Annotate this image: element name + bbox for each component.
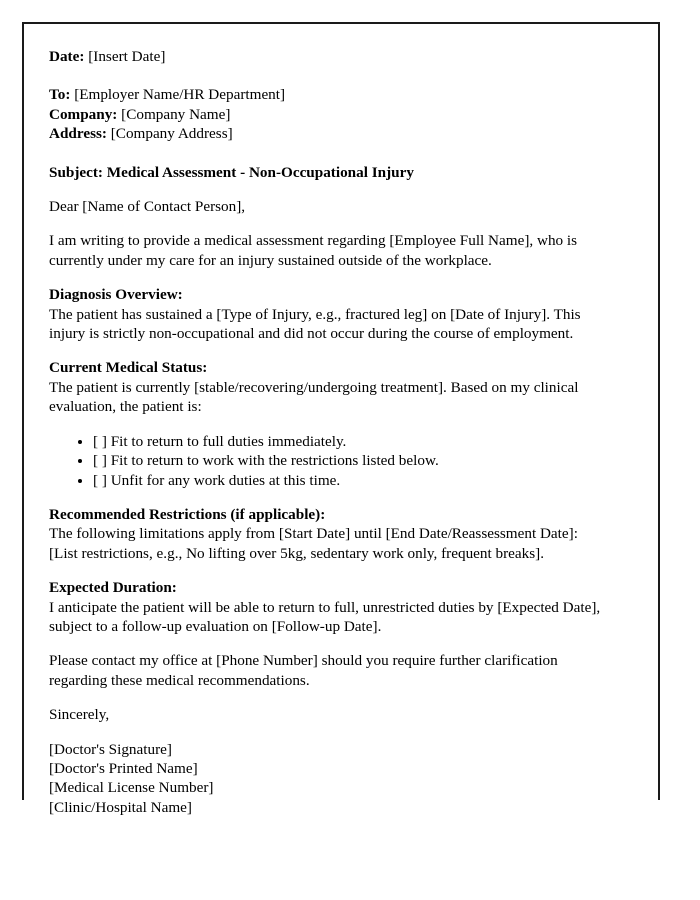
spacer bbox=[49, 182, 615, 197]
subject-line: Subject: Medical Assessment - Non-Occupational Injury bbox=[49, 163, 414, 181]
restrictions-heading: Recommended Restrictions (if applicable): bbox=[49, 505, 326, 523]
duration-body: I anticipate the patient will be able to return to full, unrestricted duties by [Expected Date], subject to a follow-up evaluation on [Follow-up Date]. bbox=[49, 598, 601, 635]
address-label: Address: bbox=[49, 125, 107, 143]
closing-line: Sincerely, bbox=[49, 706, 110, 724]
clinic-name-line: [Clinic/Hospital Name] bbox=[49, 798, 192, 816]
spacer bbox=[49, 690, 615, 705]
restrictions-body-line-1: The following limitations apply from [Start Date] until [End Date/Reassessment Date]: bbox=[49, 525, 578, 543]
spacer bbox=[49, 636, 615, 651]
recipient-block bbox=[49, 85, 615, 143]
date-value: [Insert Date] bbox=[88, 48, 166, 65]
diagnosis-body: The patient has sustained a [Type of Injury, e.g., fractured leg] on [Date of Injury]. This injury is strictly non-occupational and did not occur during the course of employment. bbox=[49, 305, 581, 343]
contact-paragraph: Please contact my office at [Phone Number] should you require further clarification regarding these medical recommendations. bbox=[49, 652, 558, 689]
letter-body bbox=[49, 47, 615, 817]
signature-line: [Doctor's Signature] bbox=[49, 740, 172, 758]
spacer bbox=[49, 343, 615, 358]
spacer bbox=[49, 417, 615, 432]
spacer bbox=[49, 725, 615, 740]
to-label: To: bbox=[49, 86, 71, 104]
date-label: Date: bbox=[49, 48, 85, 65]
company-label: Company: bbox=[49, 105, 118, 123]
list-item[interactable]: • [ ] Fit to return to work with the restrictions listed below. bbox=[93, 451, 615, 470]
spacer bbox=[49, 216, 615, 231]
diagnosis-heading: Diagnosis Overview: bbox=[49, 286, 183, 304]
list-item[interactable]: • [ ] Unfit for any work duties at this time. bbox=[93, 471, 615, 490]
license-number-line: [Medical License Number] bbox=[49, 779, 214, 797]
date-block bbox=[49, 47, 615, 66]
address-value: [Company Address] bbox=[110, 125, 233, 143]
duration-heading: Expected Duration: bbox=[49, 579, 177, 597]
salutation: Dear [Name of Contact Person], bbox=[49, 198, 246, 216]
status-heading: Current Medical Status: bbox=[49, 359, 208, 377]
list-item[interactable]: • [ ] Fit to return to full duties immediately. bbox=[93, 432, 615, 451]
printed-name-line: [Doctor's Printed Name] bbox=[49, 759, 198, 777]
intro-paragraph: I am writing to provide a medical assessment regarding [Employee Full Name], who is currently under my care for an injury sustained outside of the workplace. bbox=[49, 232, 578, 269]
to-value: [Employer Name/HR Department] bbox=[74, 86, 286, 104]
spacer bbox=[49, 490, 615, 505]
address-line bbox=[49, 124, 615, 143]
restrictions-body-line-2: [List restrictions, e.g., No lifting over 5kg, sedentary work only, frequent breaks]. bbox=[49, 544, 545, 562]
date-line bbox=[49, 47, 615, 66]
spacer bbox=[49, 144, 615, 163]
document-page bbox=[22, 22, 660, 816]
spacer bbox=[49, 270, 615, 285]
status-body: The patient is currently [stable/recovering/undergoing treatment]. Based on my clinical evaluation, the patient is: bbox=[49, 378, 579, 416]
company-value: [Company Name] bbox=[121, 105, 231, 123]
signature-block bbox=[49, 740, 615, 818]
spacer bbox=[49, 66, 615, 85]
to-line bbox=[49, 85, 615, 104]
company-line bbox=[49, 105, 615, 124]
spacer bbox=[49, 563, 615, 578]
fitness-option-list bbox=[49, 432, 615, 490]
